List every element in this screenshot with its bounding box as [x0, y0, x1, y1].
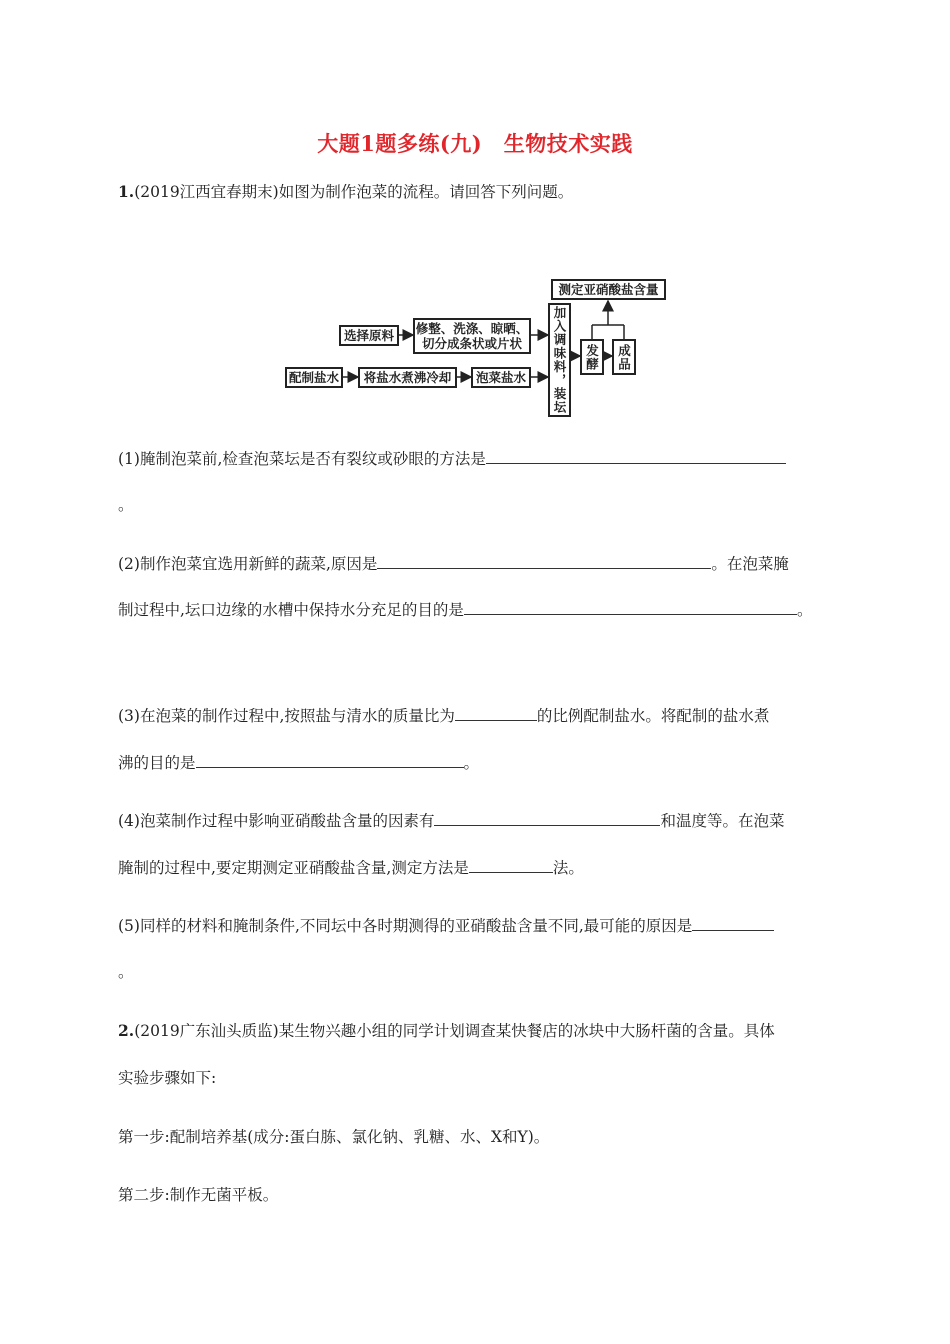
page-title: 大题1题多练(九) 生物技术实践 — [317, 131, 633, 156]
flow-box-add-seasoning: 加入调味料，装坛 — [548, 303, 571, 417]
answer-blank[interactable] — [377, 554, 711, 569]
answer-blank[interactable] — [469, 858, 553, 873]
q1-part4-cont — [118, 858, 584, 878]
answer-blank[interactable] — [455, 706, 537, 721]
q2-number: 2. — [118, 1021, 135, 1040]
q1-part5 — [118, 916, 774, 936]
q1-part3-text-b: 的比例配制盐水。将配制的盐水煮 — [536, 707, 770, 725]
q1-part2-cont — [118, 600, 812, 620]
q1-part4 — [118, 811, 784, 831]
answer-blank[interactable] — [196, 753, 464, 768]
q2-stem-text: (2019广东汕头质监)某生物兴趣小组的同学计划调查某快餐店的冰块中大肠杆菌的含量。具体 — [134, 1022, 775, 1040]
flow-box-trim-wash: 修整、洗涤、晾晒、切分成条状或片状 — [413, 318, 531, 354]
flow-box-measure-nitrite: 测定亚硝酸盐含量 — [551, 279, 666, 300]
q1-part2-text: (2)制作泡菜宜选用新鲜的蔬菜,原因是 — [118, 555, 378, 573]
q1-part1-end: 。 — [118, 496, 134, 514]
q1-part2-text-b: 。在泡菜腌 — [711, 555, 789, 573]
answer-blank[interactable] — [486, 449, 786, 464]
q1-part2 — [118, 554, 789, 574]
flow-box-pickle-brine: 泡菜盐水 — [471, 367, 531, 388]
q1-stem-text: (2019江西宜春期末)如图为制作泡菜的流程。请回答下列问题。 — [134, 183, 574, 201]
q2-stem — [118, 1021, 775, 1041]
flow-box-select-material: 选择原料 — [339, 325, 399, 346]
q1-part3-text: (3)在泡菜的制作过程中,按照盐与清水的质量比为 — [118, 707, 455, 725]
q1-part3-text-d: 。 — [463, 754, 480, 772]
q1-number: 1. — [118, 182, 135, 201]
q1-part4-text: (4)泡菜制作过程中影响亚硝酸盐含量的因素有 — [118, 812, 435, 830]
q1-part5-end: 。 — [118, 963, 134, 981]
q1-part3-text-c: 沸的目的是 — [118, 754, 196, 772]
q1-part2-text-c: 制过程中,坛口边缘的水槽中保持水分充足的目的是 — [118, 601, 464, 619]
q1-part3-cont — [118, 753, 479, 773]
q2-stem-cont: 实验步骤如下: — [118, 1069, 217, 1087]
flow-box-product: 成品 — [612, 339, 636, 375]
flow-box-prepare-brine: 配制盐水 — [285, 367, 343, 388]
q2-step2: 第二步:制作无菌平板。 — [118, 1186, 279, 1204]
answer-blank[interactable] — [692, 916, 774, 931]
q1-part3 — [118, 706, 769, 726]
flow-box-boil-cool: 将盐水煮沸冷却 — [358, 367, 457, 388]
q1-part1-text: (1)腌制泡菜前,检查泡菜坛是否有裂纹或砂眼的方法是 — [118, 450, 486, 468]
q1-part4-text-c: 腌制的过程中,要定期测定亚硝酸盐含量,测定方法是 — [118, 859, 469, 877]
q1-part2-text-d: 。 — [796, 601, 813, 619]
q1-part4-text-d: 法。 — [552, 859, 584, 877]
q1-part1 — [118, 449, 786, 469]
flowchart-arrows — [0, 0, 950, 420]
q1-part4-text-b: 和温度等。在泡菜 — [660, 812, 785, 830]
flow-box-ferment: 发酵 — [580, 339, 604, 375]
answer-blank[interactable] — [464, 600, 797, 615]
q1-part5-text: (5)同样的材料和腌制条件,不同坛中各时期测得的亚硝酸盐含量不同,最可能的原因是 — [118, 917, 693, 935]
q2-step1: 第一步:配制培养基(成分:蛋白胨、氯化钠、乳糖、水、X和Y)。 — [118, 1128, 550, 1146]
answer-blank[interactable] — [434, 811, 660, 826]
